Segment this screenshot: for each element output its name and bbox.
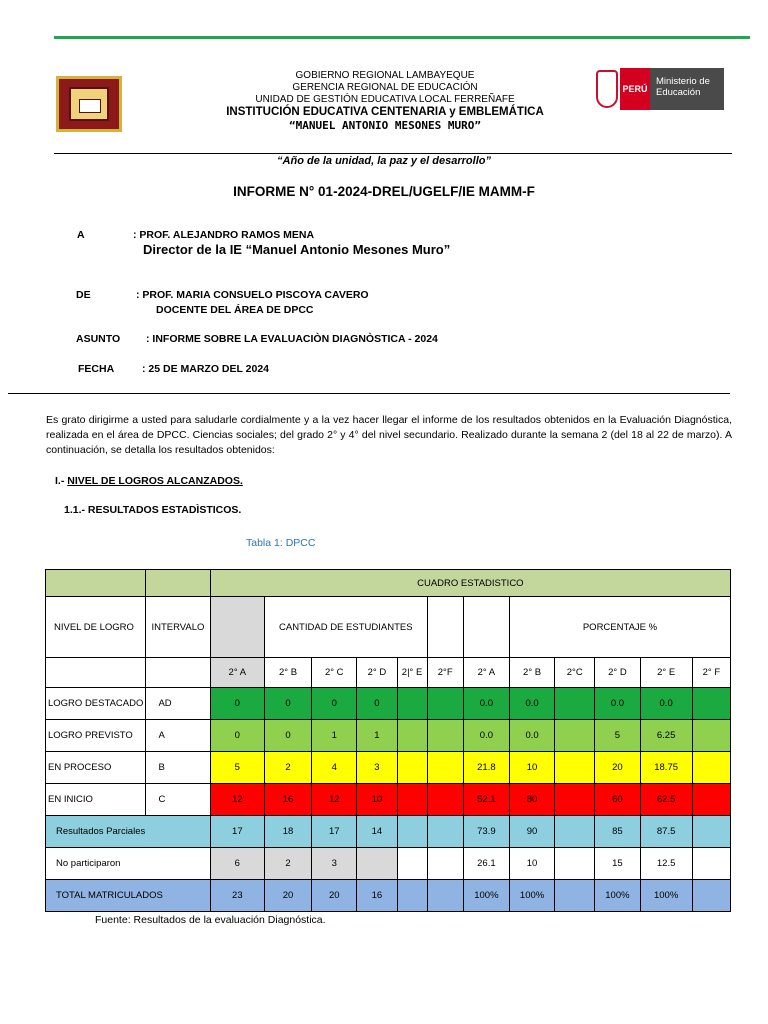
count-cell: 20 xyxy=(264,880,311,912)
pct-cell: 100% xyxy=(640,880,692,912)
pct-cell: 0.0 xyxy=(463,688,509,720)
row-label: Resultados Parciales xyxy=(46,816,211,848)
body-divider xyxy=(8,393,730,394)
table-row xyxy=(46,848,731,880)
report-title: INFORME N° 01-2024-DREL/UGELF/IE MAMM-F xyxy=(233,184,535,199)
to-role: Director de la IE “Manuel Antonio Mesones Muro” xyxy=(143,242,451,257)
intro-paragraph: Es grato dirigirme a usted para saludarle cordialmente y a la vez hacer llegar el informe de los resultados obtenidos en la Evaluación Diagnóstica, realizada en el área de DPCC. Ciencias sociales; del grado 2° y 4° del nivel secundario. Realizado durante la semana 2 (del 18 al 22 de marzo). A continuación, se detalla los resultados obtenidos: xyxy=(46,414,732,456)
count-cell: 0 xyxy=(357,688,397,720)
header-blank-cell xyxy=(463,597,509,658)
col-header-cantidad: CANTIDAD DE ESTUDIANTES xyxy=(264,597,427,658)
header-blank-cell xyxy=(46,570,146,597)
count-cell: 10 xyxy=(357,784,397,816)
pct-cell: 18.75 xyxy=(640,752,692,784)
count-cell: 0 xyxy=(210,688,264,720)
pct-col-header: 2° B xyxy=(509,658,554,688)
table-row xyxy=(46,880,731,912)
count-cell xyxy=(397,816,427,848)
pct-cell: 0.0 xyxy=(509,688,554,720)
pct-cell: 90 xyxy=(509,816,554,848)
subheader-blank xyxy=(146,658,210,688)
count-cell xyxy=(397,688,427,720)
count-cell: 0 xyxy=(210,720,264,752)
header-line-3: UNIDAD DE GESTIÓN EDUCATIVA LOCAL FERREÑAFE xyxy=(255,94,515,105)
col-header-nivel: NIVEL DE LOGRO xyxy=(46,597,146,658)
count-cell: 2 xyxy=(264,752,311,784)
peru-badge: PERÚ xyxy=(620,68,650,110)
count-cell: 6 xyxy=(210,848,264,880)
pct-cell: 52.1 xyxy=(463,784,509,816)
pct-cell: 5 xyxy=(595,720,640,752)
row-label: EN INICIO xyxy=(46,784,146,816)
pct-cell: 10 xyxy=(509,848,554,880)
header-divider xyxy=(54,153,732,154)
to-name: : PROF. ALEJANDRO RAMOS MENA xyxy=(133,229,315,241)
pct-cell xyxy=(692,848,730,880)
row-interval: C xyxy=(146,784,210,816)
table-row xyxy=(46,720,731,752)
count-cell: 17 xyxy=(210,816,264,848)
pct-cell: 0.0 xyxy=(509,720,554,752)
header-line-5: “MANUEL ANTONIO MESONES MURO” xyxy=(288,119,482,132)
count-col-header: 2° D xyxy=(357,658,397,688)
statistics-table xyxy=(45,569,731,912)
row-interval: AD xyxy=(146,688,210,720)
row-interval: A xyxy=(146,720,210,752)
pct-cell: 12.5 xyxy=(640,848,692,880)
ministerio-educacion-logo: Ministerio de Educación xyxy=(650,68,724,110)
pct-cell: 0.0 xyxy=(640,688,692,720)
top-green-rule xyxy=(54,36,750,39)
section-1-heading xyxy=(55,475,243,487)
count-cell: 12 xyxy=(312,784,357,816)
count-cell: 14 xyxy=(357,816,397,848)
count-cell: 12 xyxy=(210,784,264,816)
count-cell: 3 xyxy=(312,848,357,880)
peru-shield-icon xyxy=(596,70,618,108)
pct-col-header: 2°C xyxy=(555,658,595,688)
pct-cell xyxy=(555,816,595,848)
count-cell: 2 xyxy=(264,848,311,880)
row-label: EN PROCESO xyxy=(46,752,146,784)
count-col-header: 2° B xyxy=(264,658,311,688)
from-label: DE xyxy=(76,289,91,301)
count-cell: 4 xyxy=(312,752,357,784)
count-cell xyxy=(397,784,427,816)
header-blank-cell xyxy=(210,597,264,658)
col-header-intervalo: INTERVALO xyxy=(146,597,210,658)
pct-col-header: 2° F xyxy=(692,658,730,688)
count-cell: 0 xyxy=(264,688,311,720)
section-1-number: I.- xyxy=(55,475,65,487)
count-cell xyxy=(397,880,427,912)
section-1-1-heading: 1.1.- RESULTADOS ESTADÌSTICOS. xyxy=(64,504,242,516)
count-cell: 3 xyxy=(357,752,397,784)
table-title: CUADRO ESTADISTICO xyxy=(210,570,730,597)
from-name: : PROF. MARIA CONSUELO PISCOYA CAVERO xyxy=(136,289,369,301)
pct-cell: 100% xyxy=(463,880,509,912)
count-cell: 1 xyxy=(312,720,357,752)
count-col-header: 2|° E xyxy=(397,658,427,688)
header-line-1: GOBIERNO REGIONAL LAMBAYEQUE xyxy=(295,70,475,81)
count-cell xyxy=(427,720,463,752)
pct-cell: 15 xyxy=(595,848,640,880)
pct-cell: 62.5 xyxy=(640,784,692,816)
pct-cell: 0.0 xyxy=(463,720,509,752)
pct-cell: 60 xyxy=(595,784,640,816)
pct-cell xyxy=(692,816,730,848)
count-cell xyxy=(427,688,463,720)
pct-cell xyxy=(692,720,730,752)
header-blank-cell xyxy=(146,570,210,597)
table-row xyxy=(46,688,731,720)
row-label: TOTAL MATRICULADOS xyxy=(46,880,211,912)
header-block xyxy=(150,70,620,132)
pct-cell: 6.25 xyxy=(640,720,692,752)
count-cell: 16 xyxy=(357,880,397,912)
table-row xyxy=(46,752,731,784)
count-cell: 17 xyxy=(312,816,357,848)
row-interval: B xyxy=(146,752,210,784)
count-cell: 23 xyxy=(210,880,264,912)
table-row xyxy=(46,816,731,848)
table-row xyxy=(46,784,731,816)
pct-cell: 85 xyxy=(595,816,640,848)
pct-cell: 87.5 xyxy=(640,816,692,848)
pct-cell: 73.9 xyxy=(463,816,509,848)
count-cell xyxy=(397,848,427,880)
pct-cell xyxy=(555,720,595,752)
from-role: DOCENTE DEL ÁREA DE DPCC xyxy=(156,304,314,316)
count-cell: 0 xyxy=(312,688,357,720)
pct-cell xyxy=(555,688,595,720)
date: : 25 DE MARZO DEL 2024 xyxy=(142,363,270,375)
motto: “Año de la unidad, la paz y el desarrollo” xyxy=(277,155,491,167)
col-header-porcentaje: PORCENTAJE % xyxy=(509,597,730,658)
row-label: No participaron xyxy=(46,848,211,880)
pct-cell: 21.8 xyxy=(463,752,509,784)
pct-cell: 80 xyxy=(509,784,554,816)
subheader-blank xyxy=(46,658,146,688)
count-cell: 16 xyxy=(264,784,311,816)
count-cell xyxy=(427,784,463,816)
pct-col-header: 2° A xyxy=(463,658,509,688)
header-blank-cell xyxy=(427,597,463,658)
section-1-title: NIVEL DE LOGROS ALCANZADOS. xyxy=(67,475,243,487)
count-cell xyxy=(427,816,463,848)
row-label: LOGRO PREVISTO xyxy=(46,720,146,752)
table-source: Fuente: Resultados de la evaluación Diagnóstica. xyxy=(95,914,326,926)
count-cell: 0 xyxy=(264,720,311,752)
header-line-2: GERENCIA REGIONAL DE EDUCACIÓN xyxy=(292,82,478,93)
pct-cell: 0.0 xyxy=(595,688,640,720)
count-col-header: 2° C xyxy=(312,658,357,688)
count-cell: 1 xyxy=(357,720,397,752)
count-cell xyxy=(427,848,463,880)
date-label: FECHA xyxy=(78,363,115,375)
pct-cell xyxy=(555,784,595,816)
pct-cell: 26.1 xyxy=(463,848,509,880)
pct-cell xyxy=(692,688,730,720)
count-cell: 20 xyxy=(312,880,357,912)
school-crest-logo xyxy=(56,76,122,132)
count-cell xyxy=(397,752,427,784)
count-cell xyxy=(357,848,397,880)
row-label: LOGRO DESTACADO xyxy=(46,688,146,720)
subject: : INFORME SOBRE LA EVALUACIÒN DIAGNÒSTICA - 2024 xyxy=(146,333,438,345)
pct-cell xyxy=(555,880,595,912)
header-line-4: INSTITUCIÓN EDUCATIVA CENTENARIA y EMBLEMÁTICA xyxy=(226,106,544,118)
count-col-header: 2° A xyxy=(210,658,264,688)
subject-label: ASUNTO xyxy=(76,333,121,345)
pct-cell xyxy=(692,752,730,784)
pct-cell xyxy=(555,752,595,784)
to-label: A xyxy=(77,229,85,241)
pct-cell xyxy=(692,880,730,912)
count-cell xyxy=(397,720,427,752)
pct-col-header: 2° E xyxy=(640,658,692,688)
pct-cell xyxy=(555,848,595,880)
pct-cell: 20 xyxy=(595,752,640,784)
pct-cell: 100% xyxy=(509,880,554,912)
pct-cell: 100% xyxy=(595,880,640,912)
count-col-header: 2°F xyxy=(427,658,463,688)
table-caption: Tabla 1: DPCC xyxy=(246,537,316,549)
count-cell: 5 xyxy=(210,752,264,784)
count-cell xyxy=(427,752,463,784)
pct-cell: 10 xyxy=(509,752,554,784)
pct-col-header: 2° D xyxy=(595,658,640,688)
pct-cell xyxy=(692,784,730,816)
count-cell xyxy=(427,880,463,912)
count-cell: 18 xyxy=(264,816,311,848)
